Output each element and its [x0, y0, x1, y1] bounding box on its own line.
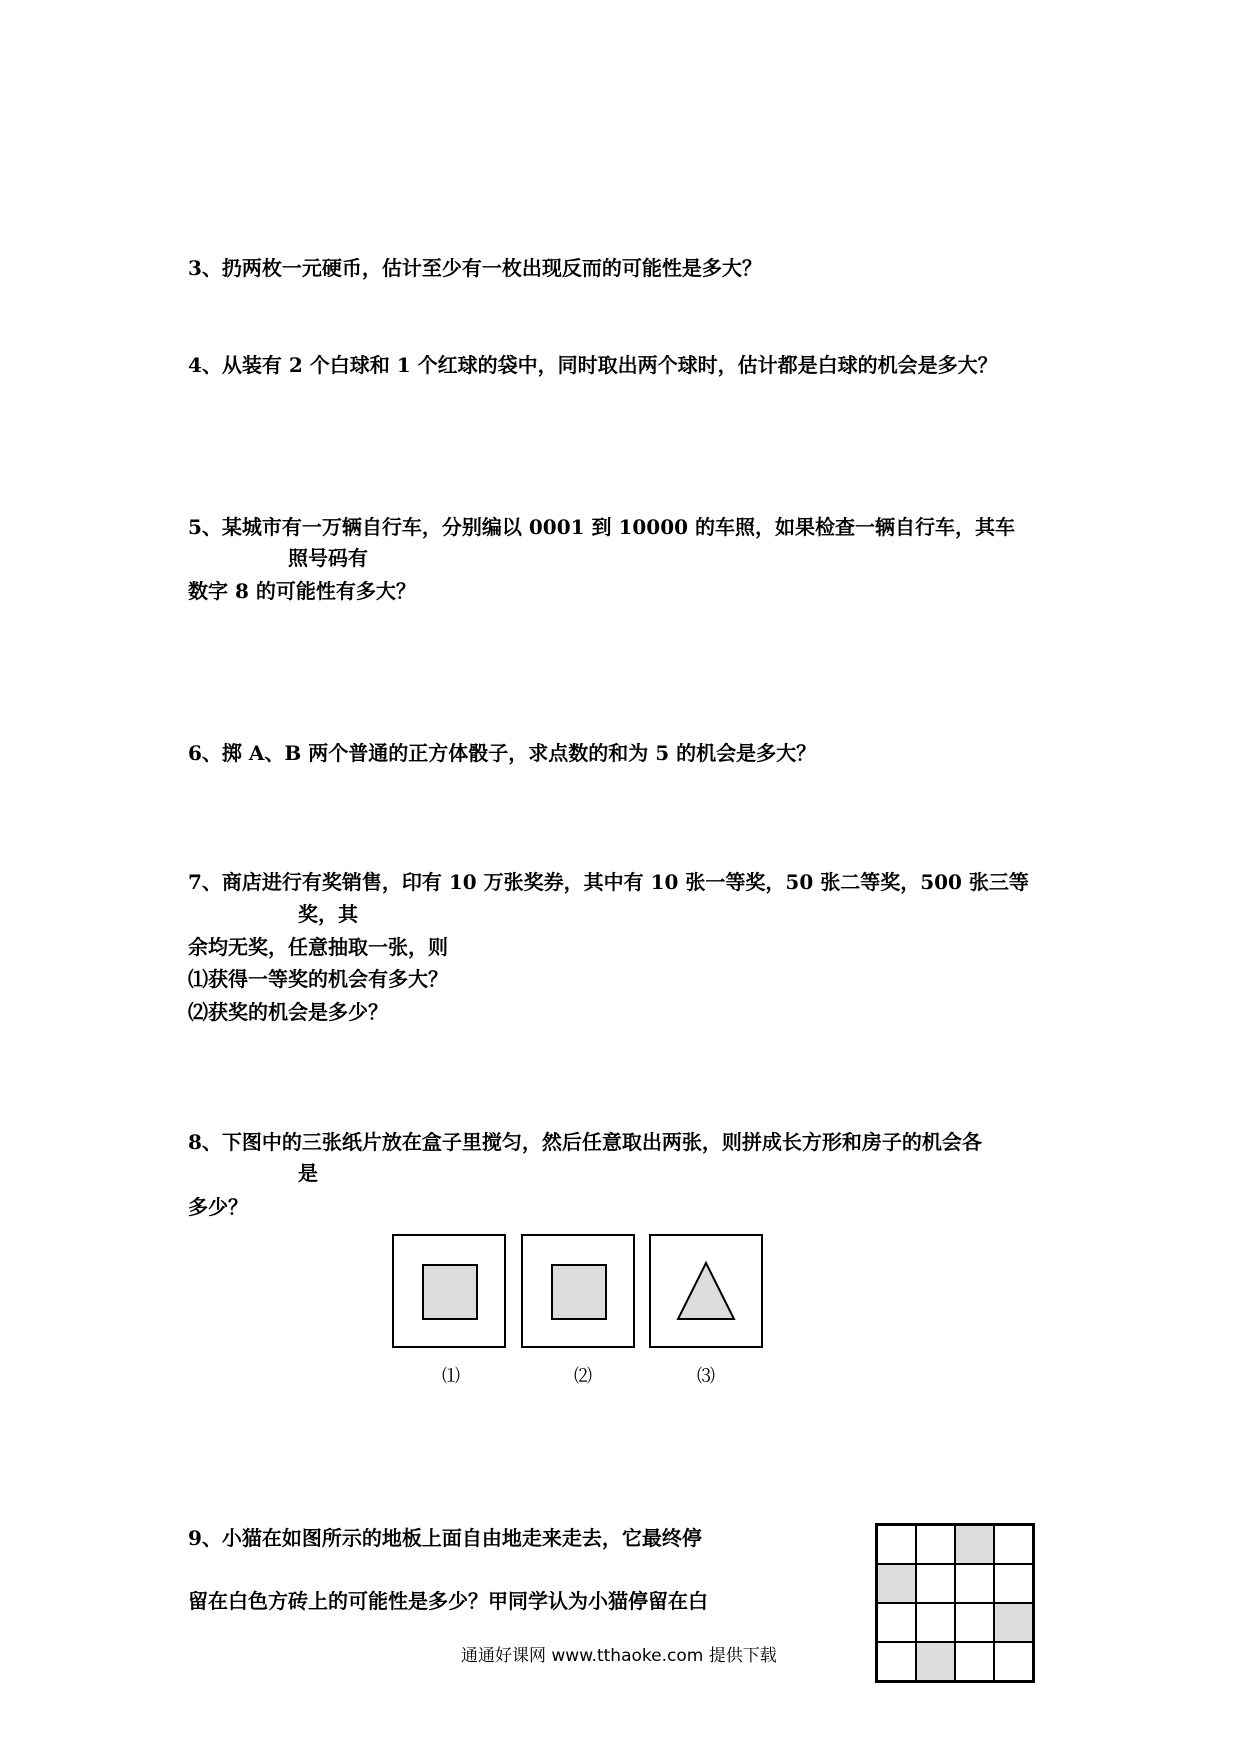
question-8-line-3: 多少？ [188, 1195, 248, 1219]
white-floor-tile [955, 1603, 994, 1642]
question-7-part-2: ⑵获奖的机会是多少？ [188, 1000, 388, 1024]
question-8-line-2: 是 [298, 1161, 318, 1185]
question-6: 6、掷 A、B 两个普通的正方体骰子，求点数的和为 5 的机会是多大？ [188, 741, 817, 765]
grey-square-shape [422, 1264, 478, 1320]
white-floor-tile [877, 1642, 916, 1681]
card-1-square [392, 1234, 506, 1348]
white-floor-tile [955, 1564, 994, 1603]
white-floor-tile [955, 1642, 994, 1681]
question-7-line-3: 余均无奖，任意抽取一张，则 [188, 935, 448, 959]
white-floor-tile [916, 1525, 955, 1564]
question-9-line-1: 9、小猫在如图所示的地板上面自由地走来走去，它最终停 [188, 1526, 702, 1550]
white-floor-tile [877, 1603, 916, 1642]
question-7-line-2: 奖，其 [298, 902, 358, 926]
card-3-triangle [649, 1234, 763, 1348]
question-7-line-1: 7、商店进行有奖销售，印有 10 万张奖券，其中有 10 张一等奖，50 张二等奖，500 张三等 [188, 870, 1029, 894]
question-7-part-1: ⑴获得一等奖的机会有多大？ [188, 967, 448, 991]
grey-floor-tile [955, 1525, 994, 1564]
question-5-line-3: 数字 8 的可能性有多大？ [188, 579, 416, 603]
grey-floor-tile [877, 1564, 916, 1603]
grey-square-shape [551, 1264, 607, 1320]
white-floor-tile [994, 1525, 1033, 1564]
white-floor-tile [877, 1525, 916, 1564]
question-5-line-1: 5、某城市有一万辆自行车，分别编以 0001 到 10000 的车照，如果检查一辆自行车，其车 [188, 515, 1016, 539]
white-floor-tile [994, 1642, 1033, 1681]
card-2-square [521, 1234, 635, 1348]
white-floor-tile [994, 1564, 1033, 1603]
card-2-label: ⑵ [574, 1366, 592, 1386]
question-5-line-2: 照号码有 [288, 546, 368, 570]
question-3: 3、扔两枚一元硬币，估计至少有一枚出现反而的可能性是多大？ [188, 256, 762, 280]
footer-download-note: 通通好课网 www.tthaoke.com 提供下载 [461, 1646, 777, 1666]
white-floor-tile [916, 1603, 955, 1642]
grey-floor-tile [916, 1642, 955, 1681]
card-1-label: ⑴ [442, 1366, 460, 1386]
white-floor-tile [916, 1564, 955, 1603]
grey-triangle-shape [651, 1236, 761, 1346]
grey-floor-tile [994, 1603, 1033, 1642]
card-3-label: ⑶ [697, 1366, 715, 1386]
floor-tile-grid [875, 1523, 1035, 1683]
question-4: 4、从装有 2 个白球和 1 个红球的袋中，同时取出两个球时，估计都是白球的机会是多大？ [188, 353, 998, 377]
question-9-line-2: 留在白色方砖上的可能性是多少？甲同学认为小猫停留在白 [188, 1589, 708, 1613]
question-8-line-1: 8、下图中的三张纸片放在盒子里搅匀，然后任意取出两张，则拼成长方形和房子的机会各 [188, 1130, 982, 1154]
